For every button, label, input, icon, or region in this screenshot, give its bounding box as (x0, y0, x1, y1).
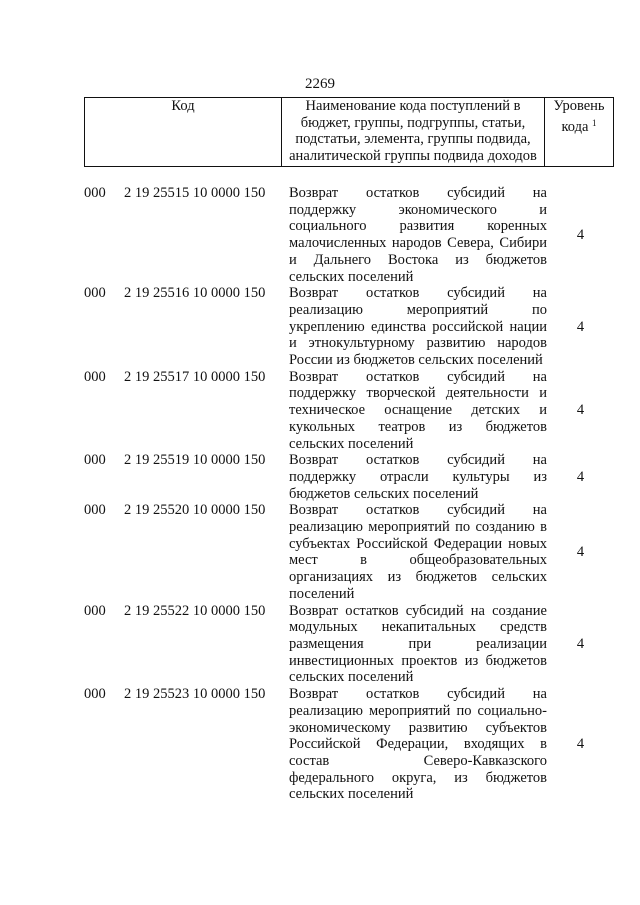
header-name-cell (282, 98, 545, 167)
revenue-name-line: состав Северо-Кавказского (289, 752, 547, 769)
revenue-name-line: Возврат остатков субсидий на (289, 285, 547, 302)
revenue-name-line: Возврат остатков субсидий на (289, 686, 547, 703)
revenue-name-line: России из бюджетов сельских поселений (289, 352, 543, 369)
revenue-name-line: поддержку экономического и (289, 201, 547, 218)
revenue-code: 2 19 25519 10 0000 150 (124, 452, 266, 469)
revenue-name-line: поддержку отрасли культуры из (289, 468, 547, 485)
page-number: 2269 (305, 76, 335, 92)
table-body (84, 185, 614, 803)
revenue-name-line: техническое оснащение детских и (289, 402, 547, 419)
admin-code: 000 (84, 368, 106, 385)
revenue-code: 2 19 25515 10 0000 150 (124, 185, 266, 201)
code-level (547, 285, 614, 369)
revenue-name-line: малочисленных народов Севера, Сибири (289, 235, 547, 252)
revenue-name-line: мест в общеобразовательных (289, 552, 547, 569)
code-level-value: 4 (576, 468, 585, 485)
revenue-name-line: субъектах Российской Федерации новых (289, 535, 547, 552)
revenue-name-line: поселений (289, 585, 355, 602)
revenue-name (289, 369, 547, 453)
revenue-name-line: федерального округа, из бюджетов (289, 769, 547, 786)
revenue-name-line: и Дальнего Востока из бюджетов (289, 251, 547, 268)
admin-code: 000 (84, 502, 106, 519)
footnote-marker: 1 (592, 117, 597, 128)
code-level (547, 603, 614, 687)
revenue-name-line: Возврат остатков субсидий на создание (289, 602, 547, 619)
table-row (84, 603, 614, 687)
revenue-name-line: Российской Федерации, входящих в (289, 736, 547, 753)
revenue-name-line: экономическому развитию субъектов (289, 719, 547, 736)
table-row (84, 185, 614, 285)
revenue-name-line: Возврат остатков субсидий на (289, 502, 547, 519)
table-row (84, 369, 614, 453)
revenue-name (289, 502, 547, 602)
code-level (547, 452, 614, 502)
code-level-value: 4 (576, 226, 585, 243)
revenue-name (289, 285, 547, 369)
table-header (84, 97, 614, 167)
revenue-name-line: Возврат остатков субсидий на (289, 185, 547, 201)
revenue-name-line: поддержку творческой деятельности и (289, 385, 547, 402)
header-code-label: Код (171, 98, 195, 114)
revenue-name-line: реализацию мероприятий по социально- (289, 702, 547, 719)
header-name-line: подстатьи, элемента, группы подвида, (295, 131, 531, 147)
revenue-name-line: сельских поселений (289, 786, 414, 803)
code-level-value: 4 (576, 402, 585, 419)
code-level-value: 4 (576, 635, 585, 652)
revenue-name (289, 185, 547, 285)
revenue-name-line: бюджетов сельских поселений (289, 485, 479, 502)
revenue-name (289, 603, 547, 687)
revenue-name-line: укреплению единства российской нации (289, 318, 547, 335)
revenue-name-line: кукольных театров из бюджетов (289, 418, 547, 435)
revenue-name-line: сельских поселений (289, 435, 414, 452)
revenue-code: 2 19 25523 10 0000 150 (124, 686, 266, 703)
table-row (84, 285, 614, 369)
revenue-name-line: модульных некапитальных средств (289, 619, 547, 636)
revenue-name-line: организациях из бюджетов сельских (289, 569, 547, 586)
header-name-line: бюджет, группы, подгруппы, статьи, (300, 114, 526, 131)
revenue-code: 2 19 25522 10 0000 150 (124, 602, 266, 619)
table-row (84, 452, 614, 502)
revenue-name-line: социального развития коренных (289, 218, 547, 235)
revenue-code: 2 19 25517 10 0000 150 (124, 368, 266, 385)
admin-code: 000 (84, 285, 106, 302)
code-level-value: 4 (576, 736, 585, 753)
revenue-name-line: сельских поселений (289, 669, 414, 686)
code-level (547, 185, 614, 285)
revenue-name-line: реализацию мероприятий по созданию в (289, 519, 547, 536)
revenue-name-line: и этнокультурному развитию народов (289, 335, 547, 352)
revenue-name-line: Возврат остатков субсидий на (289, 452, 547, 469)
revenue-name-line: реализацию мероприятий по (289, 301, 547, 318)
header-level-line: кода $^1$ (561, 117, 597, 135)
revenue-name (289, 686, 547, 803)
table-row (84, 502, 614, 602)
code-level-value: 4 (576, 544, 585, 561)
revenue-name-line: инвестиционных проектов из бюджетов (289, 652, 547, 669)
revenue-name (289, 452, 547, 502)
revenue-code: 2 19 25516 10 0000 150 (124, 285, 266, 302)
revenue-name-line: Возврат остатков субсидий на (289, 368, 547, 385)
header-name-line: Наименование кода поступлений в (305, 98, 521, 114)
admin-code: 000 (84, 452, 106, 469)
header-code-cell (85, 98, 282, 167)
revenue-name-line: сельских поселений (289, 268, 414, 285)
table-row (84, 686, 614, 803)
revenue-name-line: размещения при реализации (289, 635, 547, 652)
code-level-value: 4 (576, 318, 585, 335)
header-level-cell (545, 98, 614, 167)
admin-code: 000 (84, 686, 106, 703)
code-level (547, 502, 614, 602)
revenue-code: 2 19 25520 10 0000 150 (124, 502, 266, 519)
header-name-line: аналитической группы подвида доходов (289, 147, 537, 164)
admin-code: 000 (84, 602, 106, 619)
header-level-line: Уровень (553, 98, 605, 114)
admin-code: 000 (84, 185, 106, 201)
code-level (547, 369, 614, 453)
code-level (547, 686, 614, 803)
